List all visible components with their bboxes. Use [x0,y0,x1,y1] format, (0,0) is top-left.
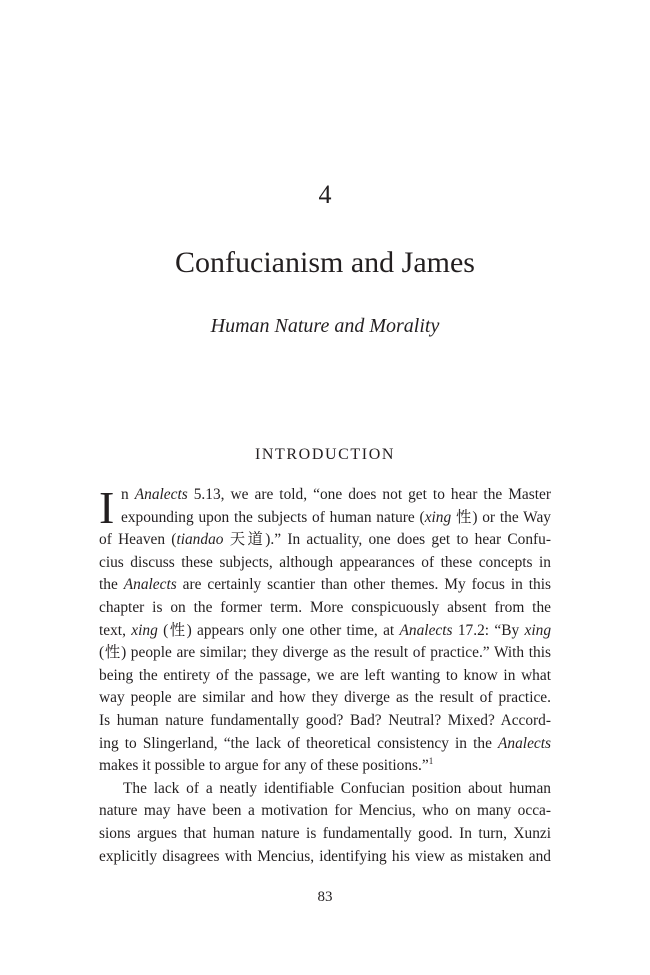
text-run: 17.2: “By [452,621,525,639]
text-line [99,552,551,575]
text-line [99,529,551,552]
text-run: cius discuss these subjects, although appearances of these concepts in [99,553,551,571]
text-run: (性) people are similar; they diverge as the result of practice.” With this [99,644,551,662]
chapter-title: Confucianism and James [175,246,475,279]
text-run: of Heaven ( [99,531,177,549]
text-run: makes it possible to argue for any of these positions.” [99,757,429,775]
text-run: sions argues that human nature is fundamentally good. In turn, Xunzi [99,824,551,842]
text-run: 天道).” In actuality, one does get to hear Confu- [223,531,551,549]
text-run: (性) appears only one other time, at [157,621,400,639]
text-line [99,846,551,869]
italic-term: Analects [123,576,177,594]
text-line [99,484,551,507]
page-number: 83 [317,889,333,905]
text-run: way people are similar and how they diverge as the result of practice. [99,689,551,707]
text-run: 5.13, we are told, “one does not get to hear the Master [187,486,551,503]
text-run: being the entirety of the passage, we are left wanting to know in what [99,666,551,684]
text-line [99,755,551,778]
text-line [99,574,551,597]
italic-term: xing [131,621,158,639]
italic-term: tiandao [176,531,224,549]
text-line [99,778,551,801]
italic-term: xing [424,508,452,526]
text-run: expounding upon the subjects of human nature ( [121,508,425,526]
text-line [99,507,551,530]
text-line [99,597,551,620]
text-line [99,710,551,733]
text-line [99,620,551,643]
text-run: nature may have been a motivation for Mencius, who on many occa- [99,802,551,820]
italic-term: xing [524,621,552,639]
italic-term: Analects [134,486,188,503]
chapter-number: 4 [318,180,332,209]
text-line [99,800,551,823]
text-run: The lack of a neatly identifiable Confucian position about human [123,779,551,797]
section-heading: INTRODUCTION [254,446,396,463]
text-run: n [121,486,135,503]
text-line [99,733,551,756]
text-run: explicitly disagrees with Mencius, identifying his view as mistaken and [99,847,551,865]
text-run: are certainly scantier than other themes. My focus in this [176,576,551,594]
text-line [99,665,551,688]
italic-term: Analects [399,621,453,639]
text-run: Is human nature fundamentally good? Bad? Neutral? Mixed? Accord- [99,711,551,729]
text-line [99,687,551,710]
drop-cap: I [99,482,115,533]
body-text [99,484,551,868]
text-run: text, [99,621,132,639]
text-run: chapter is on the former term. More conspicuously absent from the [99,598,551,616]
text-run: the [99,576,124,594]
italic-term: Analects [498,734,551,752]
text-line [99,823,551,846]
footnote-marker: 1 [428,756,434,767]
chapter-subtitle: Human Nature and Morality [210,315,440,337]
text-run: ing to Slingerland, “the lack of theoretical consistency in the [99,734,498,752]
text-run: 性) or the Way [451,508,551,526]
text-line [99,642,551,665]
